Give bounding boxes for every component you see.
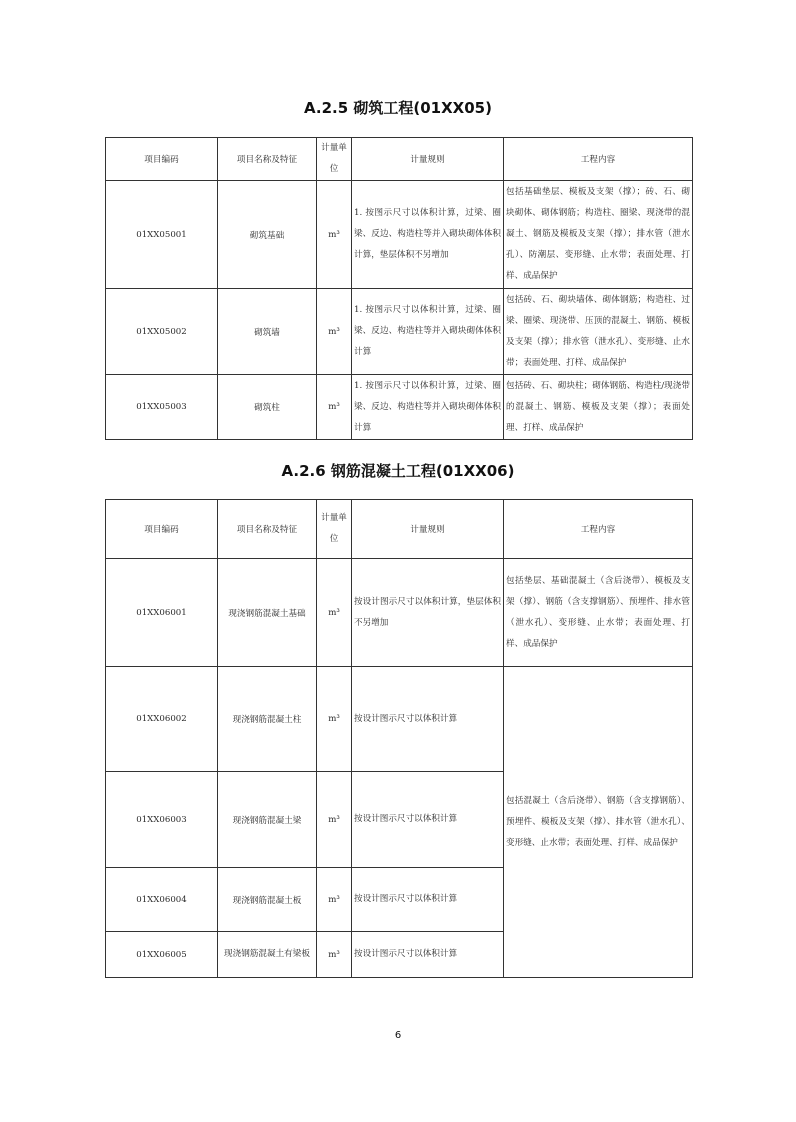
item-content: 包括砖、石、砌块墙体、砌体钢筋；构造柱、过梁、圈梁、现浇带、压顶的混凝土、钢筋、模板及支架（撑）；排水管（泄水孔）、变形缝、止水带；表面处理、打样、成品保护 [504,289,693,375]
header-content: 工程内容 [504,138,693,181]
item-rule: 按设计图示尺寸以体积计算 [352,868,504,932]
table-row [106,181,693,289]
header-code: 项目编码 [106,500,218,559]
item-content: 包括砖、石、砌块柱；砌体钢筋、构造柱/现浇带的混凝土、钢筋、模板及支架（撑）；表面处理、打样、成品保护 [504,375,693,440]
item-rule: 按设计图示尺寸以体积计算 [352,772,504,868]
header-name: 项目名称及特征 [218,500,317,559]
item-unit: m³ [317,667,352,772]
section-title-concrete: A.2.6 钢筋混凝土工程(01XX06) [281,462,515,480]
page-number: 6 [394,1030,402,1041]
item-unit: m³ [317,932,352,978]
header-rule: 计量规则 [352,138,504,181]
item-rule: 按设计图示尺寸以体积计算 [352,932,504,978]
item-name: 砌筑基础 [218,181,317,289]
table-header-row [106,500,693,559]
item-name: 现浇钢筋混凝土柱 [218,667,317,772]
item-code: 01XX05001 [106,181,218,289]
table-row [106,375,693,440]
header-content: 工程内容 [504,500,693,559]
item-rule: 按设计图示尺寸以体积计算，垫层体积不另增加 [352,559,504,667]
table-row [106,289,693,375]
item-unit: m³ [317,375,352,440]
item-name: 现浇钢筋混凝土板 [218,868,317,932]
item-name: 现浇钢筋混凝土基础 [218,559,317,667]
item-unit: m³ [317,559,352,667]
item-code: 01XX06003 [106,772,218,868]
item-content: 包括垫层、基础混凝土（含后浇带）、模板及支架（撑）、钢筋（含支撑钢筋）、预埋件、排水管（泄水孔）、变形缝、止水带；表面处理、打样、成品保护 [504,559,693,667]
item-rule: 按设计图示尺寸以体积计算 [352,667,504,772]
item-rule: 1. 按图示尺寸以体积计算，过梁、圈梁、反边、构造柱等并入砌块砌体体积计算，垫层体积不另增加 [352,181,504,289]
table-header-row [106,138,693,181]
item-content-shared: 包括混凝土（含后浇带）、钢筋（含支撑钢筋）、预埋件、模板及支架（撑）、排水管（泄水孔）、变形缝、止水带；表面处理、打样、成品保护 [504,667,693,978]
item-code: 01XX06005 [106,932,218,978]
concrete-table [105,499,693,978]
header-unit: 计量单位 [317,138,352,181]
item-name: 现浇钢筋混凝土梁 [218,772,317,868]
item-unit: m³ [317,772,352,868]
table-row [106,559,693,667]
item-unit: m³ [317,868,352,932]
item-name: 砌筑墙 [218,289,317,375]
item-name: 砌筑柱 [218,375,317,440]
item-code: 01XX06002 [106,667,218,772]
item-code: 01XX05003 [106,375,218,440]
item-name: 现浇钢筋混凝土有梁板 [218,932,317,978]
item-code: 01XX06001 [106,559,218,667]
masonry-table [105,137,693,440]
item-code: 01XX06004 [106,868,218,932]
table-row [106,667,693,772]
item-unit: m³ [317,289,352,375]
item-rule: 1. 按图示尺寸以体积计算，过梁、圈梁、反边、构造柱等并入砌块砌体体积计算 [352,375,504,440]
item-rule: 1. 按图示尺寸以体积计算，过梁、圈梁、反边、构造柱等并入砌块砌体体积计算 [352,289,504,375]
item-content: 包括基础垫层、模板及支架（撑）；砖、石、砌块砌体、砌体钢筋；构造柱、圈梁、现浇带的混凝土、钢筋及模板及支架（撑）；排水管（泄水孔）、防潮层、变形缝、止水带；表面处理、打样、成品保护 [504,181,693,289]
item-unit: m³ [317,181,352,289]
header-code: 项目编码 [106,138,218,181]
header-unit: 计量单位 [317,500,352,559]
item-code: 01XX05002 [106,289,218,375]
header-name: 项目名称及特征 [218,138,317,181]
section-title-masonry: A.2.5 砌筑工程(01XX05) [304,99,492,117]
header-rule: 计量规则 [352,500,504,559]
